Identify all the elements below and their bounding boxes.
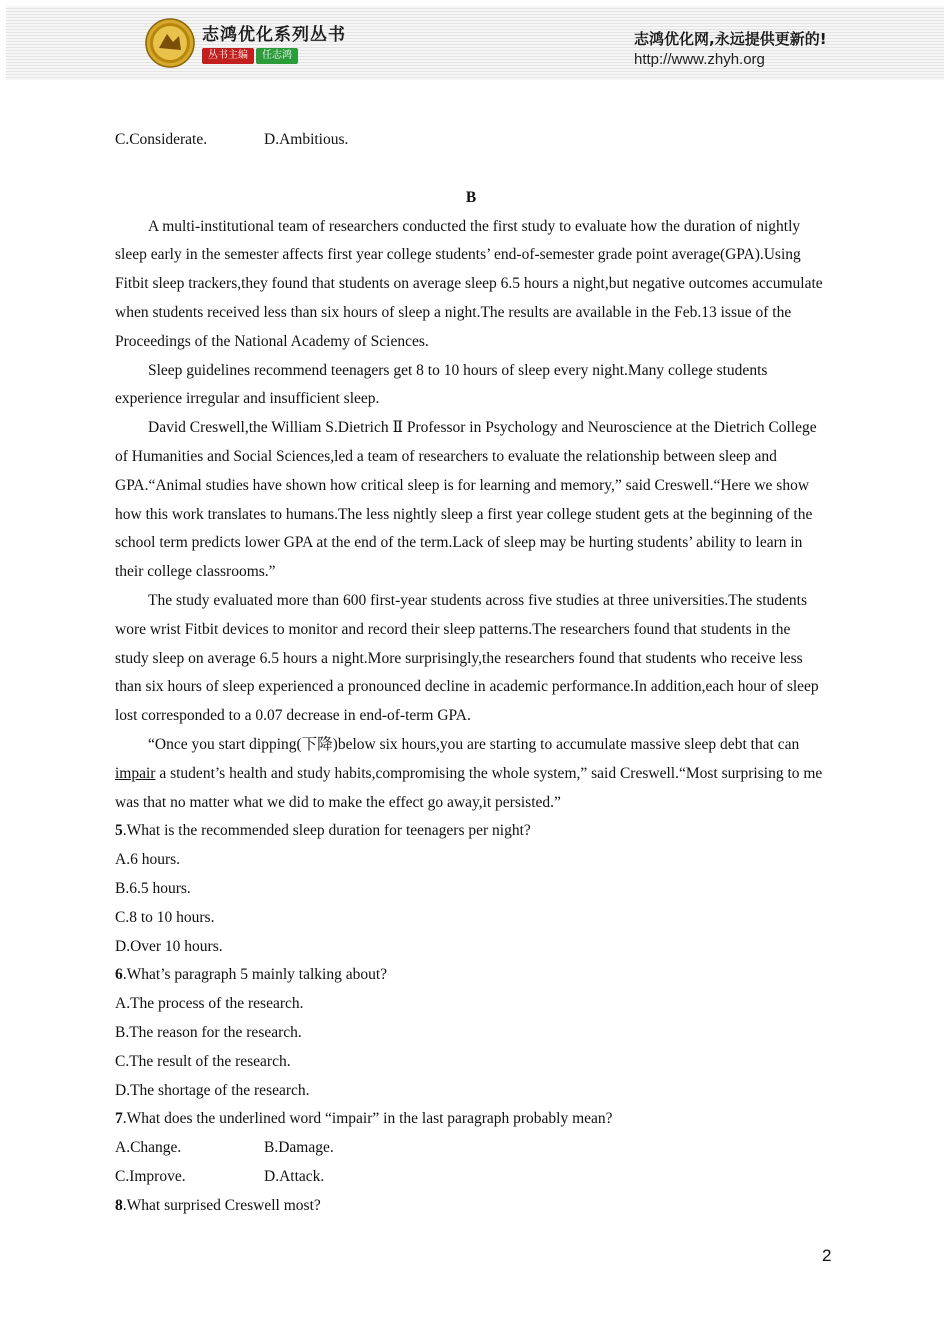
q6-option-b: B.The reason for the research. [115,1023,302,1041]
q5-option-a: A.6 hours. [115,851,181,869]
option-d: D.Ambitious. [264,131,349,148]
question-number: 7 [115,1110,123,1128]
p5-before: “Once you start dipping(下降)below six hours,you are starting to accumulate massive sleep debt that can [148,735,800,753]
q7-options-cd [115,1163,827,1192]
document-body [115,126,827,1220]
question-text: .What is the recommended sleep duration for teenagers per night? [122,822,531,840]
q5-option-d: D.Over 10 hours. [115,937,223,955]
header-slogan: 志鸿优化网,永远提供更新的! [634,30,827,48]
q5-option-c: C.8 to 10 hours. [115,908,215,926]
q6-option-c: C.The result of the research. [115,1052,291,1070]
question-text: .What surprised Creswell most? [122,1196,321,1214]
q5-option-b: B.6.5 hours. [115,879,191,897]
paragraph-4: The study evaluated more than 600 first-year students across five studies at three universities.The students wore wrist Fitbit devices to monitor and record their sleep patterns.The researchers found that students in the study sleep on average 6.5 hours a night.More surprisingly,the researchers found that students who receive less than six hours of sleep experienced a pronounced decline in academic performance.In addition,each hour of sleep lost corresponded to a 0.07 decrease in end-of-term GPA. [115,591,819,725]
question-7 [115,1105,827,1134]
underlined-word: impair [115,764,156,782]
page-header [6,6,944,80]
section-title: B [465,188,477,206]
question-number: 8 [115,1196,123,1214]
zhihong-logo-icon [145,18,195,68]
q7-option-c: C.Improve. [115,1167,186,1185]
p5-after: a student’s health and study habits,compromising the whole system,” said Creswell.“Most surprising to me was that no matter what we did to make the effect go away,it persisted.” [115,764,823,811]
q7-options-ab [115,1134,827,1163]
q6-option-a: A.The process of the research. [115,995,304,1013]
option-c: C.Considerate. [115,131,208,148]
editor-name-badge: 任志鸿 [256,48,298,64]
editor-line [202,48,298,64]
question-6 [115,961,827,990]
editor-label-badge: 丛书主编 [202,48,254,64]
paragraph-5 [115,731,827,817]
paragraph-1: A multi-institutional team of researchers conducted the first study to evaluate how the duration of nightly sleep early in the semester affects first year college students’ end-of-semester grade point average(GPA).Using Fitbit sleep trackers,they found that students on average sleep 6.5 hours a night,but negative outcomes accumulate when students received less than six hours of sleep a night.The results are available in the Feb.13 issue of the Proceedings of the National Academy of Sciences. [115,217,823,350]
question-text: .What’s paragraph 5 mainly talking about? [122,966,388,984]
series-title: 志鸿优化系列丛书 [202,25,346,45]
q7-option-a: A.Change. [115,1139,182,1157]
option-row [115,126,827,155]
spacer [115,155,827,184]
question-number: 5 [115,822,123,840]
q6-option-d: D.The shortage of the research. [115,1081,310,1099]
question-text: .What does the underlined word “impair” in the last paragraph probably mean? [122,1110,613,1128]
question-number: 6 [115,966,123,984]
paragraph-3: David Creswell,the William S.Dietrich Ⅱ Professor in Psychology and Neuroscience at the Dietrich College of Humanities and Social Sciences,led a team of researchers to evaluate the relationship between sleep and GPA.“Animal studies have shown how critical sleep is for learning and memory,” said Creswell.“Here we show how this work translates to humans.The less nightly sleep a first year college student gets at the beginning of the school term predicts lower GPA at the end of the term.Lack of sleep may be hurting students’ ability to learn in their college classrooms.” [115,419,817,581]
question-8 [115,1192,827,1221]
q7-option-d: D.Attack. [264,1167,325,1185]
question-5 [115,817,827,846]
header-url-link[interactable]: http://www.zhyh.org [634,51,765,68]
page-number: 2 [822,1246,832,1265]
q7-option-b: B.Damage. [264,1139,334,1157]
paragraph-2: Sleep guidelines recommend teenagers get 8 to 10 hours of sleep every night.Many college students experience irregular and insufficient sleep. [115,361,768,408]
